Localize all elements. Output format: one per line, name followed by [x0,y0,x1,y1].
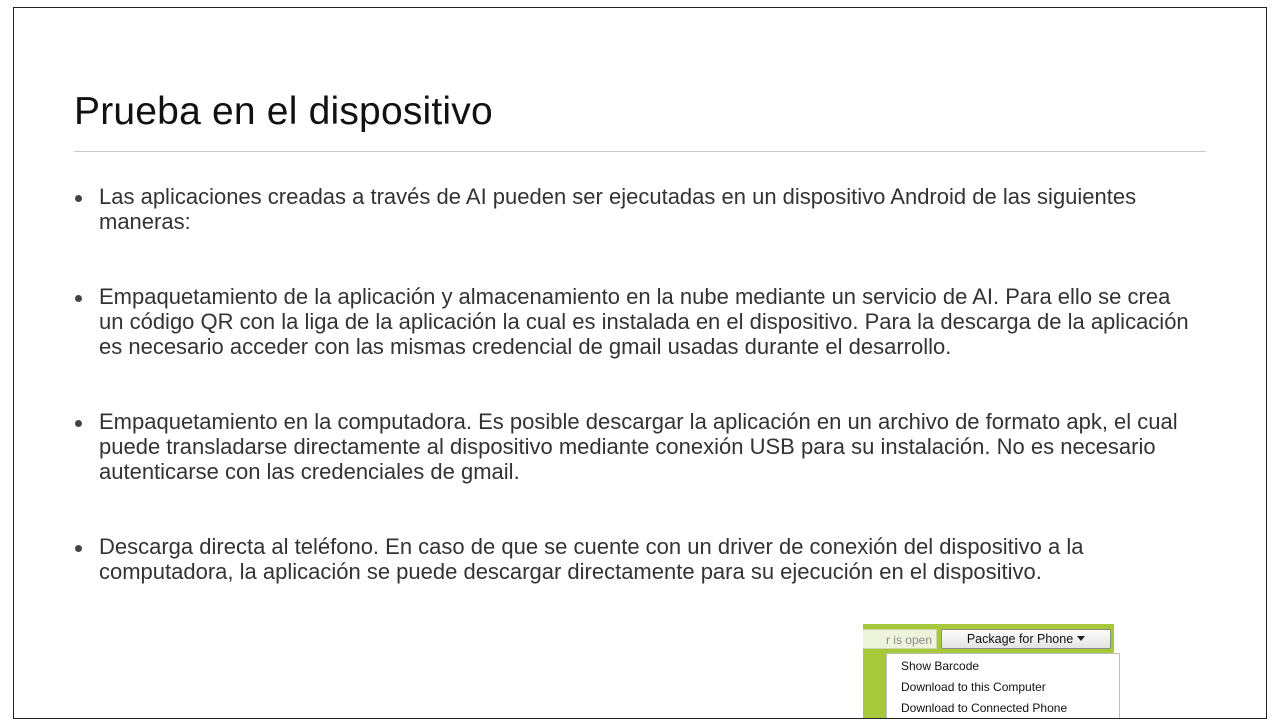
bullet-text: Las aplicaciones creadas a través de AI pueden ser ejecutadas en un dispositivo Android de las siguientes maneras: [99,184,1137,234]
bullet-text: Descarga directa al teléfono. En caso de que se cuente con un driver de conexión del dispositivo a la computadora, la aplicación se puede descargar directamente para su ejecución en el dispositivo. [99,534,1084,584]
bullet-item [74,534,1194,584]
bullet-text: Empaquetamiento en la computadora. Es posible descargar la aplicación en un archivo de formato apk, el cual puede transladarse directamente al dispositivo mediante conexión USB para su instalación. No es necesario autenticarse con las credenciales de gmail. [99,409,1178,484]
bullet-text: Empaquetamiento de la aplicación y almacenamiento en la nube mediante un servicio de AI. Para ello se crea un código QR con la liga de la aplicación la cual es instalada en el dispositivo. Para la descarga de la aplicación es necesario acceder con las mismas credencial de gmail usadas durante el desarrollo. [99,284,1189,359]
menu-item-show-barcode[interactable]: Show Barcode [901,659,980,673]
package-for-phone-label: Package for Phone [966,632,1074,646]
bullet-dot-icon [75,420,82,427]
bullet-list [74,184,1194,634]
title-divider [74,151,1206,152]
bullet-dot-icon [75,295,82,302]
package-for-phone-button[interactable] [941,629,1111,649]
connection-status: r is open [863,629,937,649]
bullet-dot-icon [75,195,82,202]
bullet-item [74,284,1194,359]
chevron-down-icon [1077,636,1085,641]
package-dropdown-menu [886,653,1120,719]
menu-item-download-phone[interactable]: Download to Connected Phone [901,701,1068,715]
slide-title: Prueba en el dispositivo [74,90,493,133]
menu-item-download-computer[interactable]: Download to this Computer [901,680,1046,694]
app-inventor-screenshot [863,624,1114,718]
bullet-item [74,409,1194,484]
slide [13,7,1267,719]
bullet-item [74,184,1194,234]
bullet-dot-icon [75,545,82,552]
